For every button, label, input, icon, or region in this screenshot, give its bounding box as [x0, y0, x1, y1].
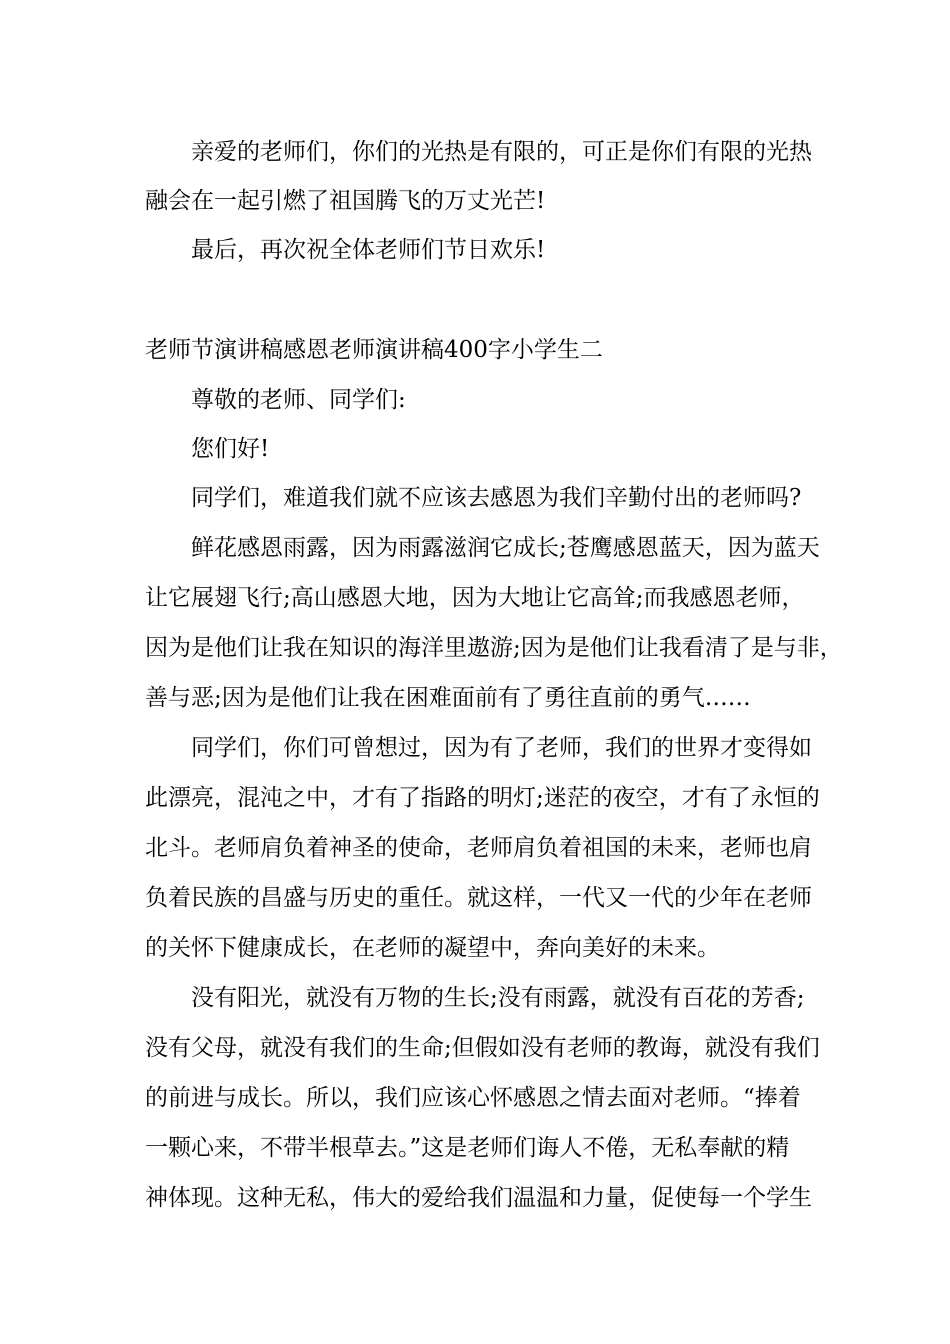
paragraph-line: 北斗。老师肩负着神圣的使命，老师肩负着祖国的未来，老师也肩 — [145, 835, 812, 861]
paragraph-line: 融会在一起引燃了祖国腾飞的万丈光芒! — [145, 188, 546, 214]
paragraph-line: 没有父母，就没有我们的生命;但假如没有老师的教诲，就没有我们 — [145, 1035, 820, 1061]
section-title: 老师节演讲稿感恩老师演讲稿400字小学生二 — [145, 337, 603, 363]
paragraph-line: 最后，再次祝全体老师们节日欢乐! — [191, 237, 546, 263]
paragraph-line: 的关怀下健康成长，在老师的凝望中，奔向美好的未来。 — [145, 935, 720, 961]
paragraph-line: 让它展翅飞行;高山感恩大地，因为大地让它高耸;而我感恩老师， — [145, 585, 805, 611]
paragraph-line: 善与恶;因为是他们让我在困难面前有了勇往直前的勇气…… — [145, 685, 751, 711]
greeting: 您们好! — [191, 436, 270, 462]
paragraph-line: 神体现。这种无私，伟大的爱给我们温温和力量，促使每一个学生 — [145, 1185, 812, 1211]
paragraph-line: 没有阳光，就没有万物的生长;没有雨露，就没有百花的芳香; — [191, 985, 805, 1011]
paragraph-line: 一颗心来，不带半根草去。”这是老师们诲人不倦，无私奉献的精 — [145, 1135, 790, 1161]
paragraph-line: 鲜花感恩雨露，因为雨露滋润它成长;苍鹰感恩蓝天，因为蓝天 — [191, 535, 820, 561]
paragraph-line: 此漂亮，混沌之中，才有了指路的明灯;迷茫的夜空，才有了永恒的 — [145, 785, 820, 811]
paragraph-line: 因为是他们让我在知识的海洋里遨游;因为是他们让我看清了是与非， — [145, 635, 843, 661]
paragraph-line: 负着民族的昌盛与历史的重任。就这样，一代又一代的少年在老师 — [145, 885, 812, 911]
paragraph-line: 亲爱的老师们，你们的光热是有限的，可正是你们有限的光热 — [191, 139, 812, 165]
paragraph-line: 的前进与成长。所以，我们应该心怀感恩之情去面对老师。“捧着 — [145, 1085, 801, 1111]
paragraph-line: 同学们，你们可曾想过，因为有了老师，我们的世界才变得如 — [191, 735, 812, 761]
paragraph-line: 同学们，难道我们就不应该去感恩为我们辛勤付出的老师吗? — [191, 485, 802, 511]
salutation: 尊敬的老师、同学们: — [191, 387, 406, 413]
